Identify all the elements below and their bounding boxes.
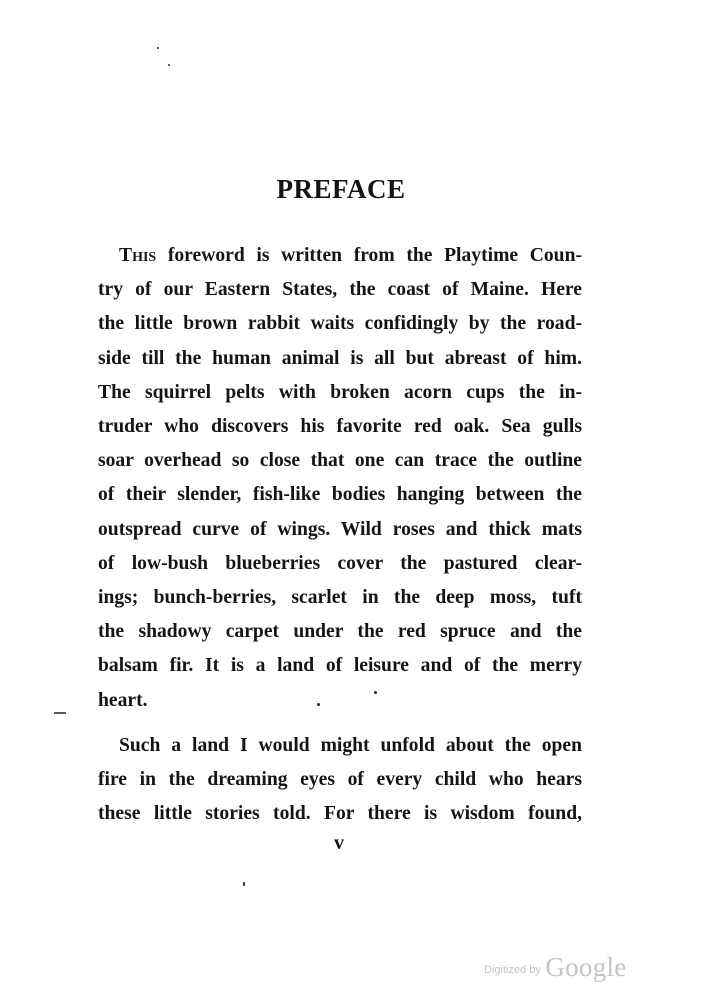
digitized-watermark <box>484 952 627 983</box>
page-number: v <box>334 832 344 854</box>
paragraph-1 <box>98 239 582 718</box>
text-line: The squirrel pelts with broken acorn cups the in- <box>98 381 582 403</box>
scan-speck <box>157 47 159 49</box>
text-line: outspread curve of wings. Wild roses and thick mats <box>98 518 582 540</box>
text-line: of their slender, fish-like bodies hanging between the <box>98 484 582 506</box>
text-line: fire in the dreaming eyes of every child who hears <box>98 769 582 791</box>
watermark-prefix: Digitized by <box>484 964 541 976</box>
text-line: balsam fir. It is a land of leisure and of the merry <box>98 655 582 677</box>
text-line: of low-bush blueberries cover the pastured clear- <box>98 552 582 574</box>
page-title: PREFACE <box>276 174 406 204</box>
paragraph-2 <box>98 729 582 832</box>
text-line: try of our Eastern States, the coast of Maine. Here <box>98 279 582 301</box>
text-line: heart. <box>98 689 148 711</box>
text-line: truder who discovers his favorite red oak. Sea gulls <box>98 416 582 438</box>
scan-speck <box>374 691 377 694</box>
text-line: This foreword is written from the Playtime Coun- <box>119 245 582 266</box>
text-line: these little stories told. For there is wisdom found, <box>98 803 582 825</box>
scan-speck <box>168 64 170 66</box>
lead-word: This <box>119 245 157 266</box>
text-line: soar overhead so close that one can trace the outline <box>98 450 582 472</box>
scan-speck <box>317 703 320 706</box>
text-line: ings; bunch-berries, scarlet in the deep moss, tuft <box>98 587 582 609</box>
text-line: Such a land I would might unfold about the open <box>119 735 582 756</box>
text-line: the little brown rabbit waits confidingly by the road- <box>98 313 582 335</box>
scan-mark <box>54 712 66 714</box>
text-line: side till the human animal is all but abreast of him. <box>98 347 582 369</box>
google-logo: Google <box>545 952 627 982</box>
text-line: the shadowy carpet under the red spruce and the <box>98 621 582 643</box>
scan-speck <box>243 882 245 886</box>
